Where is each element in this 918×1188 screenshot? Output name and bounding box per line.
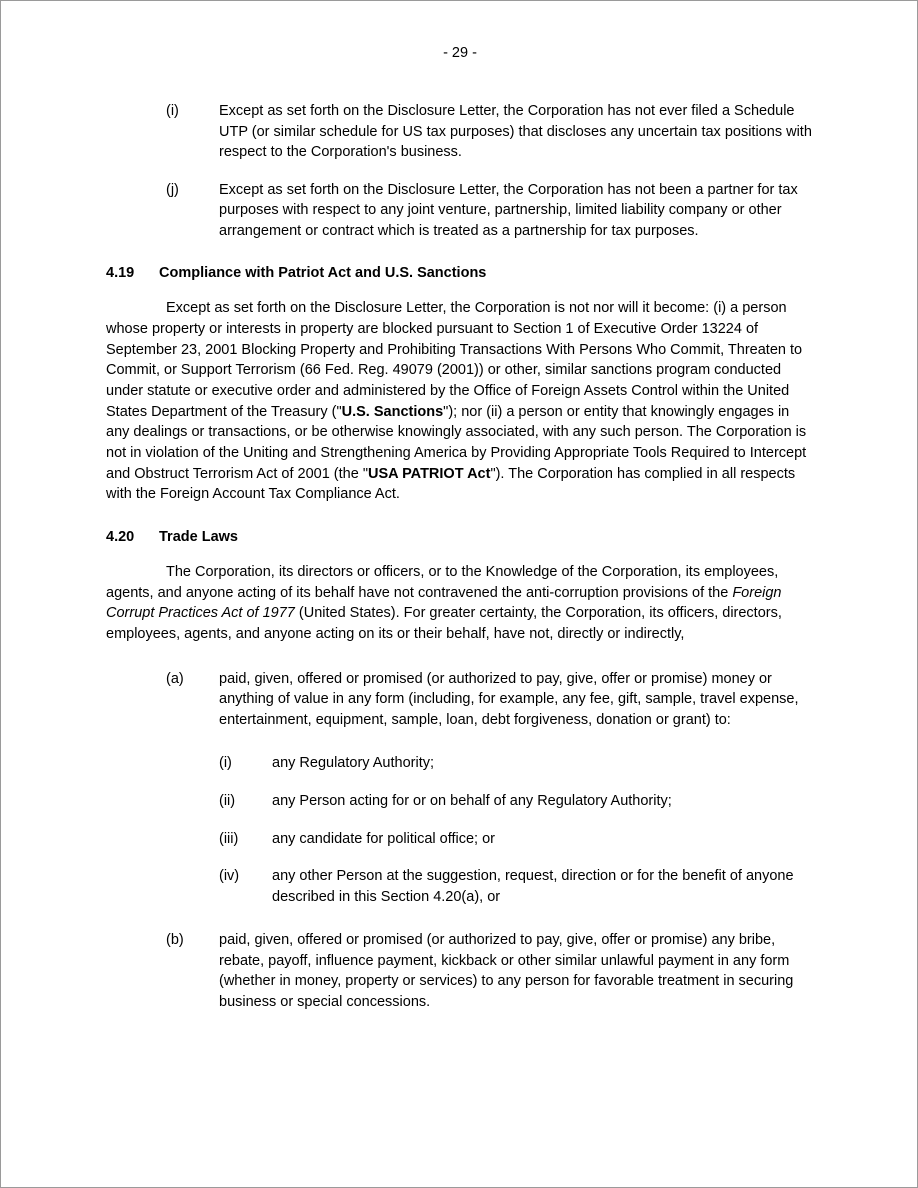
list-item-text: Except as set forth on the Disclosure Letter, the Corporation has not ever filed a Schedule UTP (or similar schedule for US tax purposes) that discloses any uncertain tax positions with respect to the Corporation's business. (219, 103, 812, 161)
section-number: 4.20 (106, 529, 135, 546)
section-number: 4.19 (106, 265, 135, 282)
list-item-marker: (ii) (219, 792, 236, 809)
section-heading-419 (106, 265, 814, 281)
list-item-marker: (j) (166, 181, 179, 198)
list-item-marker: (b) (166, 932, 184, 949)
list-item-text: Except as set forth on the Disclosure Letter, the Corporation has not been a partner for tax purposes with respect to any joint venture, partnership, limited liability company or other arrangement or contract which is treated as a partnership for tax purposes. (219, 181, 798, 239)
list-item (106, 866, 814, 907)
list-item-marker: (a) (166, 670, 184, 687)
list-item (106, 669, 814, 731)
list-item-text: paid, given, offered or promised (or authorized to pay, give, offer or promise) any bribe, rebate, payoff, influence payment, kickback or other similar unlawful payment in any form (whether in money, property or services) to any person for favorable treatment in securing business or special concessions. (219, 932, 794, 1011)
section-title: Trade Laws (159, 529, 238, 546)
list-item-text: paid, given, offered or promised (or authorized to pay, give, offer or promise) money or anything of value in any form (including, for example, any fee, gift, sample, travel expense, entertainment, equipment, sample, loan, debt forgiveness, donation or grant) to: (219, 670, 799, 728)
section-419-paragraph (106, 298, 814, 505)
list-item-text: any Person acting for or on behalf of any Regulatory Authority; (272, 792, 672, 809)
list-item-text: any other Person at the suggestion, request, direction or for the benefit of anyone described in this Section 4.20(a), or (272, 868, 794, 905)
paragraph-part-3: "). The Corporation has complied in all respects with the Foreign Account Tax Compliance Act. (106, 465, 796, 503)
list-item-marker: (iv) (219, 868, 240, 885)
page-content (106, 45, 814, 1030)
list-item-marker: (i) (166, 103, 179, 119)
list-item-text: any candidate for political office; or (272, 830, 496, 847)
list-item-marker: (iii) (219, 830, 239, 847)
list-item (106, 101, 814, 163)
italic-term-fcpa: Foreign Corrupt Practices Act of 1977 (106, 584, 782, 622)
paragraph-part-2: "); nor (ii) a person or entity that knowingly engages in any dealings or transactions, or be otherwise knowingly associated, with any such person. The Corporation is not in violation of the Uniting and Strengthening America by Providing Appropriate Tools Required to Intercept and Obstruct Terrorism Act of 2001 (the " (106, 403, 807, 482)
bold-term-usa-patriot-act: USA PATRIOT Act (367, 465, 491, 482)
paragraph-part-1: Except as set forth on the Disclosure Letter, the Corporation is not nor will it become: (i) a person whose property or interests in property are blocked pursuant to Section 1 of Executive Order 13224 of September 23, 2001 Blocking Property and Prohibiting Transactions With Persons Who Commit, Threaten to Commit, or Support Terrorism (66 Fed. Reg. 49079 (2001)) or other, similar sanctions program conducted under statute or executive order and administered by the Office of Foreign Assets Control within the United States Department of the Treasury (" (106, 300, 803, 420)
paragraph-part-1: The Corporation, its directors or officers, or to the Knowledge of the Corporation, its employees, agents, and anyone acting of its behalf have not contravened the anti-corruption provisions of the (106, 564, 779, 601)
page-number: - 29 - (443, 45, 477, 61)
bold-term-us-sanctions: U.S. Sanctions (341, 403, 444, 420)
section-heading-420 (106, 529, 814, 545)
list-item (106, 829, 814, 850)
section-420-paragraph (106, 562, 814, 645)
list-item-text: any Regulatory Authority; (272, 755, 435, 772)
section-title: Compliance with Patriot Act and U.S. Sanctions (159, 265, 487, 282)
list-item-marker: (i) (219, 755, 232, 772)
list-item (106, 930, 814, 1012)
list-item (106, 180, 814, 242)
list-item (106, 791, 814, 812)
list-item (106, 753, 814, 774)
paragraph-part-2: (United States). For greater certainty, the Corporation, its officers, directors, employees, agents, and anyone acting on its or their behalf, have not, directly or indirectly, (106, 605, 782, 642)
